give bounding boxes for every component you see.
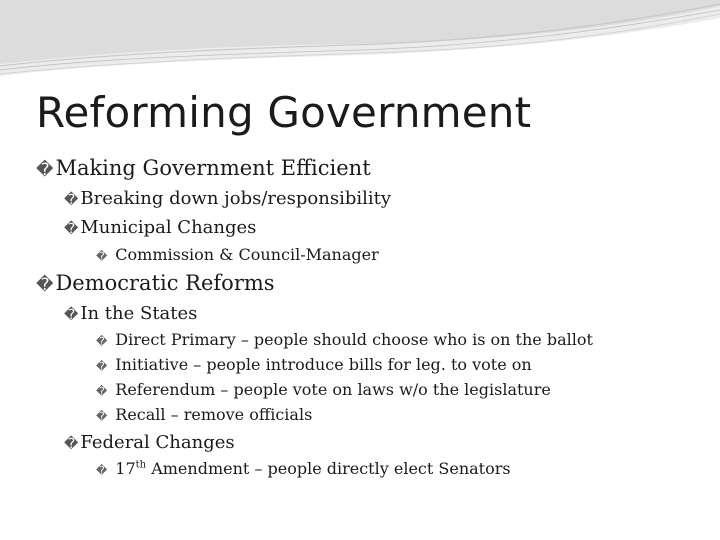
bullet-glyph-icon: � <box>96 410 108 423</box>
bullet-glyph-icon: � <box>64 221 79 237</box>
bullet-glyph-icon: � <box>96 250 108 263</box>
bullet-text: Commission & Council-Manager <box>115 245 379 264</box>
bullet-text: In the States <box>80 303 198 324</box>
bullet-recall <box>96 405 312 424</box>
bullet-direct-primary <box>96 330 593 349</box>
bullet-glyph-icon: � <box>64 436 79 452</box>
header-wave-decoration <box>0 0 720 90</box>
bullet-text: Breaking down jobs/responsibility <box>80 188 392 209</box>
bullet-glyph-icon: � <box>36 275 54 295</box>
bullet-glyph-icon: � <box>36 160 54 180</box>
bullet-text: Amendment – people directly elect Senators <box>146 459 511 478</box>
bullet-glyph-icon: � <box>96 385 108 398</box>
bullet-text-number: 17 <box>115 459 136 478</box>
bullet-glyph-icon: � <box>64 307 79 323</box>
bullet-commission-council-manager <box>96 245 379 264</box>
bullet-text: Democratic Reforms <box>55 271 275 295</box>
bullet-initiative <box>96 355 532 374</box>
bullet-17th-amendment <box>96 459 511 478</box>
bullet-text: Federal Changes <box>80 432 235 453</box>
bullet-in-the-states <box>64 303 197 324</box>
bullet-text: Making Government Efficient <box>55 156 371 180</box>
bullet-glyph-icon: � <box>64 192 79 208</box>
bullet-text: Referendum – people vote on laws w/o the legislature <box>115 380 551 399</box>
bullet-glyph-icon: � <box>96 360 108 373</box>
bullet-federal-changes <box>64 432 235 453</box>
ordinal-suffix: th <box>135 459 147 471</box>
bullet-glyph-icon: � <box>96 335 108 348</box>
bullet-democratic-reforms <box>36 271 275 295</box>
bullet-glyph-icon: � <box>96 464 108 477</box>
bullet-text: Direct Primary – people should choose who is on the ballot <box>115 330 593 349</box>
bullet-referendum <box>96 380 551 399</box>
bullet-making-government-efficient <box>36 156 371 180</box>
bullet-municipal-changes <box>64 217 256 238</box>
bullet-text: Initiative – people introduce bills for leg. to vote on <box>115 355 532 374</box>
slide-title: Reforming Government <box>36 88 532 137</box>
bullet-breaking-down-jobs <box>64 188 391 209</box>
bullet-text: Recall – remove officials <box>115 405 313 424</box>
bullet-text: Municipal Changes <box>80 217 257 238</box>
